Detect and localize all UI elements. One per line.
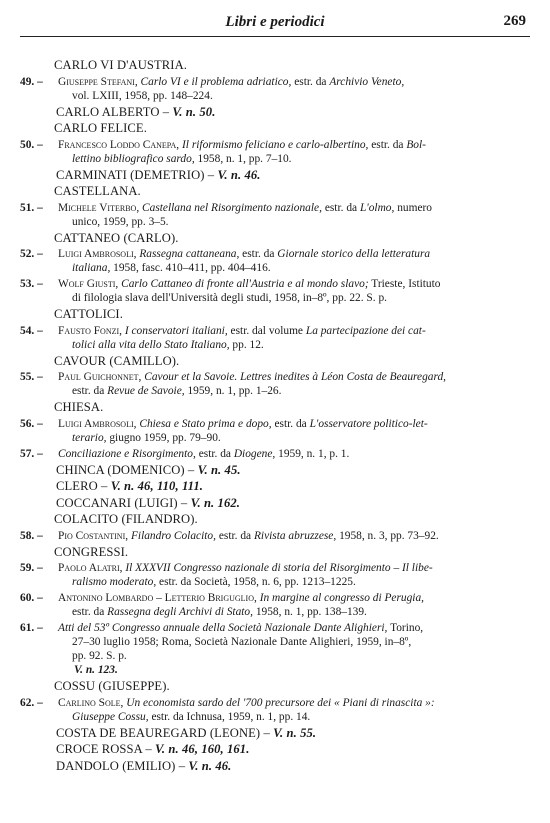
heading-text: CLERO – [56, 479, 108, 493]
entry-continuation [72, 261, 532, 275]
entry-text: 1958, n. 1, pp. 138–139. [255, 606, 367, 618]
cross-reference: V. n. 46. [188, 758, 232, 773]
entry-number: 52. – [20, 248, 43, 260]
entry-text: pp. 92. S. p. [72, 650, 127, 662]
entry-source: Giornale storico della letteratura [277, 248, 431, 260]
entry-text: estr. da Ichnusa, 1959, n. 1, pp. 14. [151, 710, 311, 723]
entry-source: Archivio Veneto, [329, 75, 405, 88]
entry-number: 54. – [20, 324, 43, 337]
entry-text: numero [397, 201, 432, 214]
subject-heading [56, 463, 532, 479]
entry-title: Rassegna cattaneana, [139, 248, 240, 260]
entry-source: italiana, [72, 262, 111, 274]
entry-title: I conservatori italiani, [124, 324, 228, 337]
entry-author: Francesco Loddo Canepa, [58, 138, 180, 151]
entry-author: Fausto Fonzi, [58, 324, 122, 337]
entry-continuation [72, 152, 532, 166]
entry-number: 61. – [20, 622, 43, 634]
subject-heading [56, 496, 532, 512]
entry-text: 1958, n. 1, pp. 7–10. [197, 152, 292, 165]
entry-source: lettino bibliografico sardo, [72, 152, 195, 165]
entry-continuation [72, 635, 532, 649]
bibliography-entry [20, 201, 532, 229]
entry-number: 62. – [20, 696, 43, 709]
entry-text: di filologia slava dell'Università degli studi, 1958, in–8º, pp. 22. S. p. [72, 292, 387, 304]
entry-number: 56. – [20, 417, 43, 430]
entry-title: Chiesa e Stato prima e dopo, [139, 417, 272, 430]
entry-text: 27–30 luglio 1958; Roma, Società Nazionale Dante Alighieri, 1959, in–8º, [72, 636, 412, 648]
heading-text: DANDOLO (EMILIO) – [56, 758, 186, 773]
subject-heading [56, 105, 532, 121]
subject-heading: COSSU (GIUSEPPE). [54, 679, 170, 693]
cross-reference: V. n. 50. [172, 104, 216, 119]
entry-text: estr. da [371, 138, 404, 151]
header-rule [20, 36, 530, 37]
entry-number: 53. – [20, 278, 43, 290]
entry-source: La partecipazione dei cat- [305, 324, 426, 337]
index-list [20, 58, 532, 775]
bibliography-entry [20, 621, 532, 677]
entry-author: Luigi Ambrosoli, [58, 248, 137, 260]
entry-number: 50. – [20, 138, 43, 151]
entry-number: 51. – [20, 201, 43, 214]
entry-source: Diogene, [233, 447, 276, 460]
entry-continuation [72, 649, 532, 663]
cross-reference: V. n. 123. [74, 664, 118, 676]
entry-continuation [72, 215, 532, 229]
entry-author: Antonino Lombardo – Letterio Briguglio, [58, 592, 257, 604]
subject-heading: CASTELLANA. [54, 184, 141, 198]
subject-heading: CONGRESSI. [54, 544, 129, 559]
entry-source: Revue de Savoie, [107, 385, 185, 397]
bibliography-entry [20, 277, 532, 305]
entry-author: Giuseppe Stefani, [58, 75, 138, 88]
heading-text: COSTA DE BEAUREGARD (LEONE) – [56, 725, 270, 740]
cross-reference: V. n. 45. [197, 462, 241, 477]
entry-author: Paolo Alatri, [58, 562, 123, 574]
bibliography-entry [20, 324, 532, 352]
entry-title: Cavour et la Savoie. Lettres inedites à Léon Costa de Beauregard, [144, 371, 447, 383]
entry-text: giugno 1959, pp. 79–90. [109, 431, 221, 444]
entry-text: 1959, n. 1, pp. 1–26. [187, 385, 282, 397]
entry-text: estr. da Società, 1958, n. 6, pp. 1213–1225. [159, 576, 356, 588]
entry-number: 55. – [20, 371, 43, 383]
running-title: Libri e periodici [225, 14, 325, 30]
entry-number: 59. – [20, 562, 43, 574]
entry-text: Trieste, Istituto [371, 278, 441, 290]
entry-text: unico, 1959, pp. 3–5. [72, 215, 169, 228]
entry-title: In margine al congresso di Perugia, [259, 592, 425, 604]
bibliography-entry [20, 417, 532, 445]
entry-number: 58. – [20, 529, 43, 542]
entry-author: Paul Guichonnet, [58, 371, 142, 383]
subject-heading: COLACITO (FILANDRO). [54, 512, 198, 526]
subject-heading: CAVOUR (CAMILLO). [54, 353, 180, 368]
entry-text: estr. da [242, 248, 275, 260]
entry-author: Carlino Sole, [58, 696, 124, 709]
entry-text: estr. dal volume [230, 324, 303, 337]
heading-text: CARMINATI (DEMETRIO) – [56, 167, 215, 182]
entry-text: 1958, fasc. 410–411, pp. 404–416. [113, 262, 271, 274]
entry-title: Conciliazione e Risorgimento, [58, 447, 196, 460]
cross-reference: V. n. 162. [190, 495, 240, 510]
heading-text: COCCANARI (LUIGI) – [56, 495, 188, 510]
entry-text: estr. da [72, 385, 105, 397]
cross-reference: V. n. 55. [273, 725, 317, 740]
subject-heading: CARLO FELICE. [54, 121, 147, 135]
entry-continuation [72, 710, 532, 724]
cross-reference: V. n. 46, 160, 161. [155, 742, 250, 756]
entry-title: Carlo Cattaneo di fronte all'Austria e al mondo slavo; [121, 278, 369, 290]
subject-heading: CARLO VI D'AUSTRIA. [54, 58, 188, 72]
subject-heading: CATTANEO (CARLO). [54, 230, 179, 245]
entry-continuation [72, 605, 532, 619]
entry-author: Wolf Giusti, [58, 278, 119, 290]
entry-source: L'osservatore politico-let- [309, 417, 428, 430]
bibliography-entry [20, 370, 532, 398]
subject-heading [56, 168, 532, 184]
cross-reference: V. n. 46. [217, 167, 261, 182]
entry-continuation [72, 89, 532, 103]
bibliography-entry [20, 529, 532, 543]
entry-title: Filandro Colacito, [130, 529, 216, 542]
bibliography-entry [20, 75, 532, 103]
heading-text: CROCE ROSSA – [56, 742, 152, 756]
subject-heading [56, 479, 532, 495]
entry-source: Bol- [406, 138, 426, 151]
entry-text: 1959, n. 1, p. 1. [278, 447, 350, 460]
bibliography-entry [20, 561, 532, 589]
entry-source: L'olmo, [359, 201, 395, 214]
running-head [20, 12, 530, 34]
subject-heading: CATTOLICI. [54, 307, 123, 321]
entry-text: estr. da [324, 201, 358, 214]
heading-text: CHINCA (DOMENICO) – [56, 462, 195, 477]
bibliography-entry [20, 447, 532, 461]
entry-source: tolici alla vita dello Stato Italiano, [72, 338, 230, 351]
subject-heading: CHIESA. [54, 400, 104, 414]
bibliography-entry [20, 247, 532, 275]
subject-heading [56, 726, 532, 742]
page-number: 269 [503, 13, 526, 29]
subject-heading [56, 759, 532, 775]
entry-continuation [72, 575, 532, 589]
entry-number: 60. – [20, 592, 43, 604]
entry-source: terario, [72, 431, 107, 444]
entry-title: Il riformismo feliciano e carlo-albertino, [182, 138, 369, 151]
entry-text: 1958, n. 3, pp. 73–92. [339, 529, 439, 542]
entry-title: Un economista sardo del '700 precursore dei « Piani di rinascita »: [126, 696, 435, 709]
entry-source: ralismo moderato, [72, 576, 157, 588]
entry-author: Michele Viterbo, [58, 201, 140, 214]
entry-author: Luigi Ambrosoli, [58, 417, 137, 430]
bibliography-entry [20, 696, 532, 724]
heading-text: CARLO ALBERTO – [56, 104, 170, 119]
entry-text: Torino, [390, 622, 424, 634]
entry-continuation [72, 384, 532, 398]
entry-continuation [72, 431, 532, 445]
entry-text: estr. da [198, 447, 231, 460]
entry-number: 57. – [20, 447, 43, 460]
entry-title: Castellana nel Risorgimento nazionale, [142, 201, 322, 214]
entry-title: Atti del 53º Congresso annuale della Società Nazionale Dante Alighieri, [58, 622, 388, 634]
entry-text: estr. da [218, 529, 252, 542]
entry-number: 49. – [20, 75, 43, 88]
entry-text: estr. da [274, 417, 307, 430]
entry-continuation [72, 338, 532, 352]
bibliography-entry [20, 138, 532, 166]
bibliography-entry [20, 591, 532, 619]
entry-author: Pio Costantini, [58, 529, 129, 542]
entry-source: Rassegna degli Archivi di Stato, [107, 606, 253, 618]
entry-title: Il XXXVII Congresso nazionale di storia del Risorgimento – Il libe- [125, 562, 433, 574]
entry-source: Rivista abruzzese, [253, 529, 337, 542]
entry-text: estr. da [72, 606, 105, 618]
entry-text: estr. da [294, 75, 327, 88]
entry-text: vol. LXIII, 1958, pp. 148–224. [72, 89, 213, 102]
entry-continuation [72, 291, 532, 305]
entry-source: Giuseppe Cossu, [72, 710, 149, 723]
cross-reference: V. n. 46, 110, 111. [110, 479, 203, 493]
subject-heading [56, 742, 532, 758]
entry-text: pp. 12. [232, 338, 264, 351]
entry-title: Carlo VI e il problema adriatico, [140, 75, 292, 88]
